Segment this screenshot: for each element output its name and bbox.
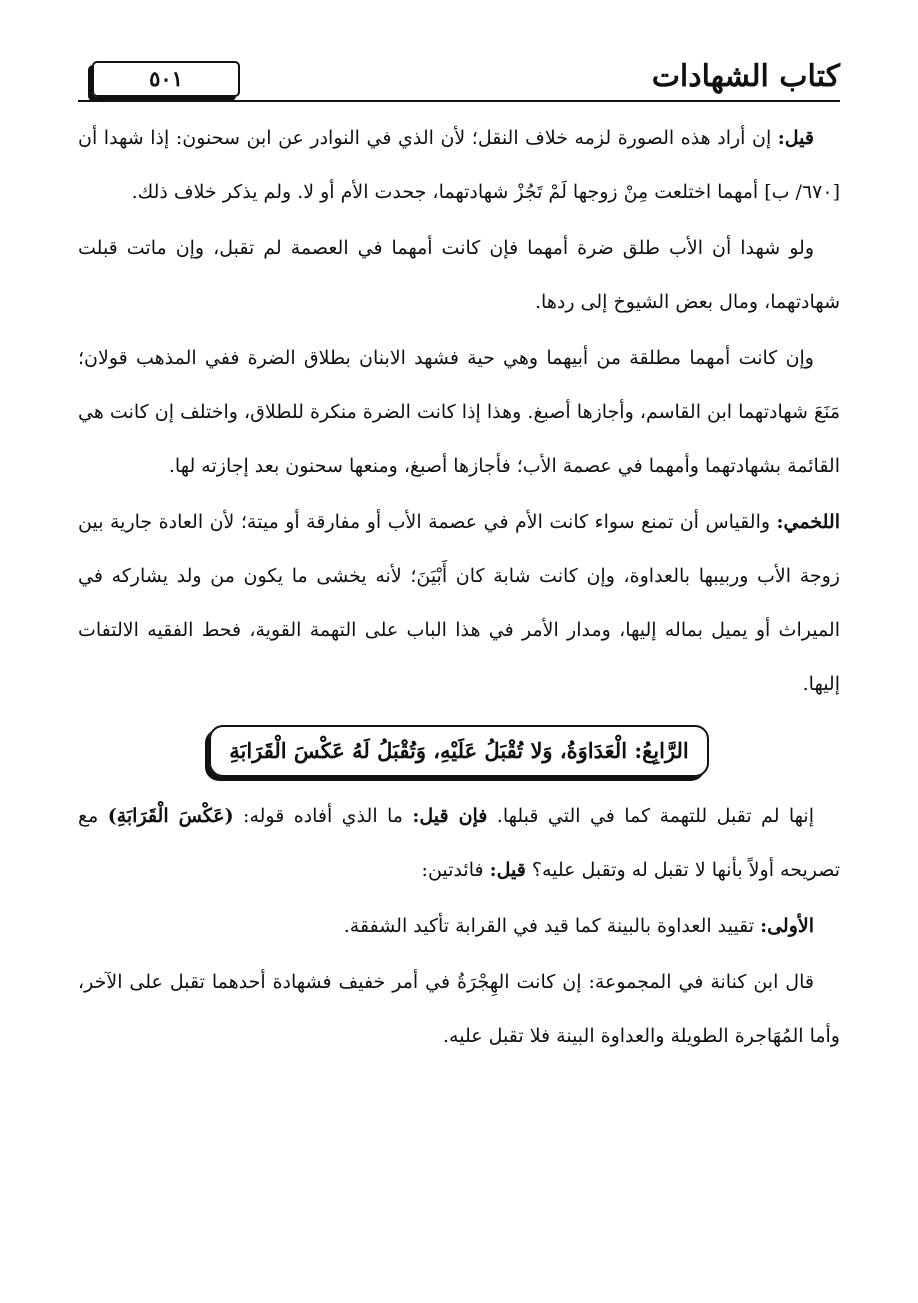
paragraph [78,899,840,953]
paragraph-text: إن أراد هذه الصورة لزمه خلاف النقل؛ لأن الذي في النوادر عن ابن سحنون: إذا شهدا أن [٦٧٠/ ب] أمهما اختلعت مِنْ زوجها لَمْ تَجُزْ شهادتهما، جحدت الأم أو لا. ولم يذكر خلاف ذلك. [78,127,840,203]
paragraph-lead: قيل: [777,127,814,149]
paragraph-text: وإن كانت أمهما مطلقة من أبيهما وهي حية فشهد الابنان بطلاق الضرة ففي المذهب قولان؛ مَنَعَ شهادتهما ابن القاسم، وأجازها أصبغ. وهذا إذا كانت الضرة منكرة للطلاق، واختلف إن كانت هي القائمة بشهادتهما وأمهما في عصمة الأب؛ فأجازها أصبغ، ومنعها سحنون بعد إجازته لها. [78,347,840,477]
paragraph-text: ولو شهدا أن الأب طلق ضرة أمهما فإن كانت أمهما في العصمة لم تقبل، وإن ماتت قبلت شهادتهما، ومال بعض الشيوخ إلى ردها. [78,237,840,313]
quoted-phrase: (عَكْسَ الْقَرَابَةِ) [107,805,234,827]
paragraph [78,495,840,711]
paragraph [78,955,840,1063]
paragraph [78,221,840,329]
section-heading-wrap [78,725,840,777]
page-number: ٥٠١ [92,61,240,97]
paragraph-text: ما الذي أفاده قوله: [233,805,413,827]
paragraph-text: فائدتين: [421,859,490,881]
paragraph-keyword: قيل: [489,859,526,881]
paragraph-text: قال ابن كنانة في المجموعة: إن كانت الهِجْرَةُ في أمر خفيف فشهادة أحدهما تقبل على الآخر، وأما المُهَاجرة الطويلة والعداوة البينة فلا تقبل عليه. [78,971,840,1047]
paragraph-text: مع تصريحه أولاً بأنها لا تقبل له وتقبل عليه؟ [78,805,840,881]
running-header [78,55,840,111]
paragraph-lead: اللخمي: [776,511,840,533]
paragraph [78,111,840,219]
book-title: كتاب الشهادات [651,59,840,94]
page-content [78,55,840,1063]
paragraph-text: والقياس أن تمنع سواء كانت الأم في عصمة الأب أو مفارقة أو ميتة؛ لأن العادة جارية بين زوجة الأب وربيبها بالعداوة، وإن كانت شابة كان أَبْيَنَ؛ لأنه يخشى ما يكون من ولد يشاركه في الميراث أو يميل بماله إليها، ومدار الأمر في هذا الباب على التهمة القوية، فحط الفقيه الالتفات إليها. [78,511,840,695]
paragraph-lead: الأولى: [760,915,814,937]
paragraph [78,331,840,493]
section-heading: الرَّابِعُ: الْعَدَاوَةُ، وَلا تُقْبَلُ عَلَيْهِ، وَتُقْبَلُ لَهُ عَكْسَ الْقَرَابَةِ [209,725,709,777]
paragraph-text: تقييد العداوة بالبينة كما قيد في القرابة تأكيد الشفقة. [343,915,761,937]
header-divider [78,100,840,102]
paragraph-keyword: فإن قيل: [412,805,488,827]
paragraph-text: إنها لم تقبل للتهمة كما في التي قبلها. [487,805,814,827]
paragraph [78,789,840,897]
